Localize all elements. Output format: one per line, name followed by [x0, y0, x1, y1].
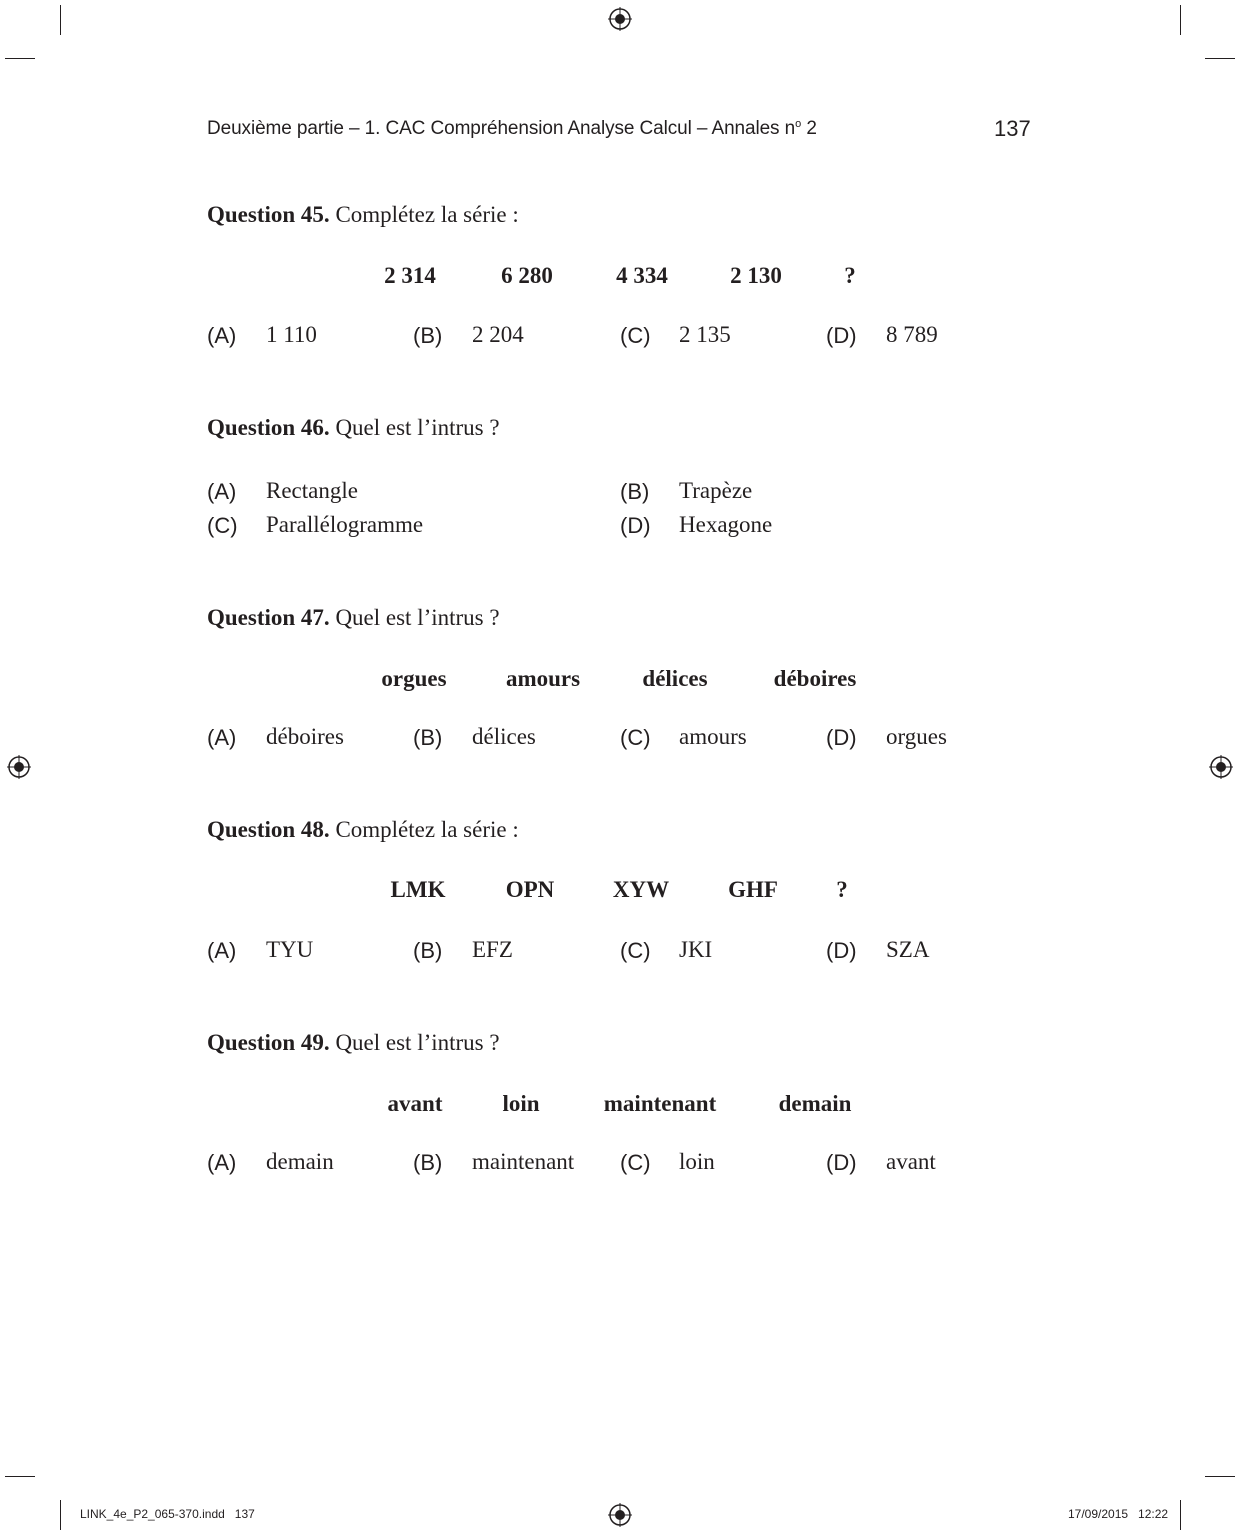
- option-a-text: 1 110: [266, 322, 317, 347]
- series-item: avant: [387, 1091, 443, 1116]
- option-b-text: EFZ: [472, 937, 513, 962]
- option-d-text: avant: [886, 1149, 936, 1174]
- option-b-letter: (B): [413, 1150, 443, 1175]
- option-c-text: amours: [679, 724, 747, 749]
- series-item: 4 334: [616, 263, 668, 288]
- series-item: amours: [505, 666, 581, 691]
- option-a-letter: (A): [207, 323, 237, 348]
- option-a-letter: (A): [207, 479, 237, 504]
- option-b-text: maintenant: [472, 1149, 575, 1174]
- question-46-title: Question 46. Quel est l’intrus ?: [207, 415, 500, 440]
- file-slug: LINK_4e_P2_065-370.indd 137: [80, 1507, 255, 1521]
- option-a-text: demain: [266, 1149, 334, 1174]
- crop-mark: [1180, 5, 1181, 35]
- question-47-title: Question 47. Quel est l’intrus ?: [207, 605, 500, 630]
- option-c-text: JKI: [679, 937, 713, 962]
- series-item: maintenant: [603, 1091, 717, 1116]
- registration-target-icon: [608, 1503, 632, 1527]
- series-item: LMK: [390, 877, 446, 902]
- page-number: 137: [994, 116, 1031, 141]
- option-a-text: Rectangle: [266, 478, 358, 503]
- registration-target-icon: [608, 7, 632, 31]
- question-48-title: Question 48. Complétez la série :: [207, 817, 519, 842]
- registration-target-icon: [1209, 755, 1233, 779]
- option-d-letter: (D): [826, 1150, 857, 1175]
- option-c-letter: (C): [620, 1150, 651, 1175]
- crop-mark: [60, 5, 61, 35]
- series-item: 2 314: [384, 263, 436, 288]
- crop-mark: [1205, 58, 1235, 59]
- option-a-text: TYU: [266, 937, 314, 962]
- series-item: orgues: [381, 666, 447, 691]
- option-d-letter: (D): [826, 323, 857, 348]
- option-a-letter: (A): [207, 725, 237, 750]
- crop-mark: [1180, 1500, 1181, 1530]
- running-head: Deuxième partie – 1. CAC Compréhension Analyse Calcul – Annales $n^o$ 2: [207, 118, 817, 139]
- crop-mark: [5, 58, 35, 59]
- option-c-letter: (C): [620, 938, 651, 963]
- series-item: ?: [836, 877, 848, 902]
- crop-mark: [60, 1500, 61, 1530]
- series-item: ?: [844, 263, 856, 288]
- crop-mark: [1205, 1476, 1235, 1477]
- option-a-text: déboires: [266, 724, 344, 749]
- series-item: délices: [642, 666, 708, 691]
- option-b-text: délices: [472, 724, 536, 749]
- question-45-title: Question 45. Complétez la série :: [207, 202, 519, 227]
- option-b-text: 2 204: [472, 322, 524, 347]
- option-c-text: Parallélogramme: [266, 512, 424, 537]
- option-d-text: 8 789: [886, 322, 938, 347]
- option-a-letter: (A): [207, 1150, 237, 1175]
- series-item: 2 130: [730, 263, 782, 288]
- series-item: 6 280: [501, 263, 553, 288]
- series-item: XYW: [612, 877, 670, 902]
- series-item: demain: [778, 1091, 852, 1116]
- option-d-text: SZA: [886, 937, 930, 962]
- option-b-letter: (B): [413, 938, 443, 963]
- option-d-letter: (D): [620, 513, 651, 538]
- series-item: OPN: [505, 877, 555, 902]
- option-d-letter: (D): [826, 725, 857, 750]
- date-slug: 17/09/2015 12:22: [1068, 1507, 1169, 1521]
- series-item: GHF: [728, 877, 778, 902]
- registration-target-icon: [7, 755, 31, 779]
- option-d-text: Hexagone: [679, 512, 773, 537]
- option-d-text: orgues: [886, 724, 947, 749]
- option-b-letter: (B): [413, 323, 443, 348]
- series-item: déboires: [773, 666, 857, 691]
- option-b-letter: (B): [620, 479, 650, 504]
- option-c-letter: (C): [620, 323, 651, 348]
- question-49-title: Question 49. Quel est l’intrus ?: [207, 1030, 500, 1055]
- option-c-text: 2 135: [679, 322, 731, 347]
- option-c-letter: (C): [207, 513, 238, 538]
- option-b-text: Trapèze: [679, 478, 753, 503]
- series-item: loin: [502, 1091, 540, 1116]
- option-d-letter: (D): [826, 938, 857, 963]
- option-b-letter: (B): [413, 725, 443, 750]
- option-c-letter: (C): [620, 725, 651, 750]
- crop-mark: [5, 1476, 35, 1477]
- option-a-letter: (A): [207, 938, 237, 963]
- option-c-text: loin: [679, 1149, 715, 1174]
